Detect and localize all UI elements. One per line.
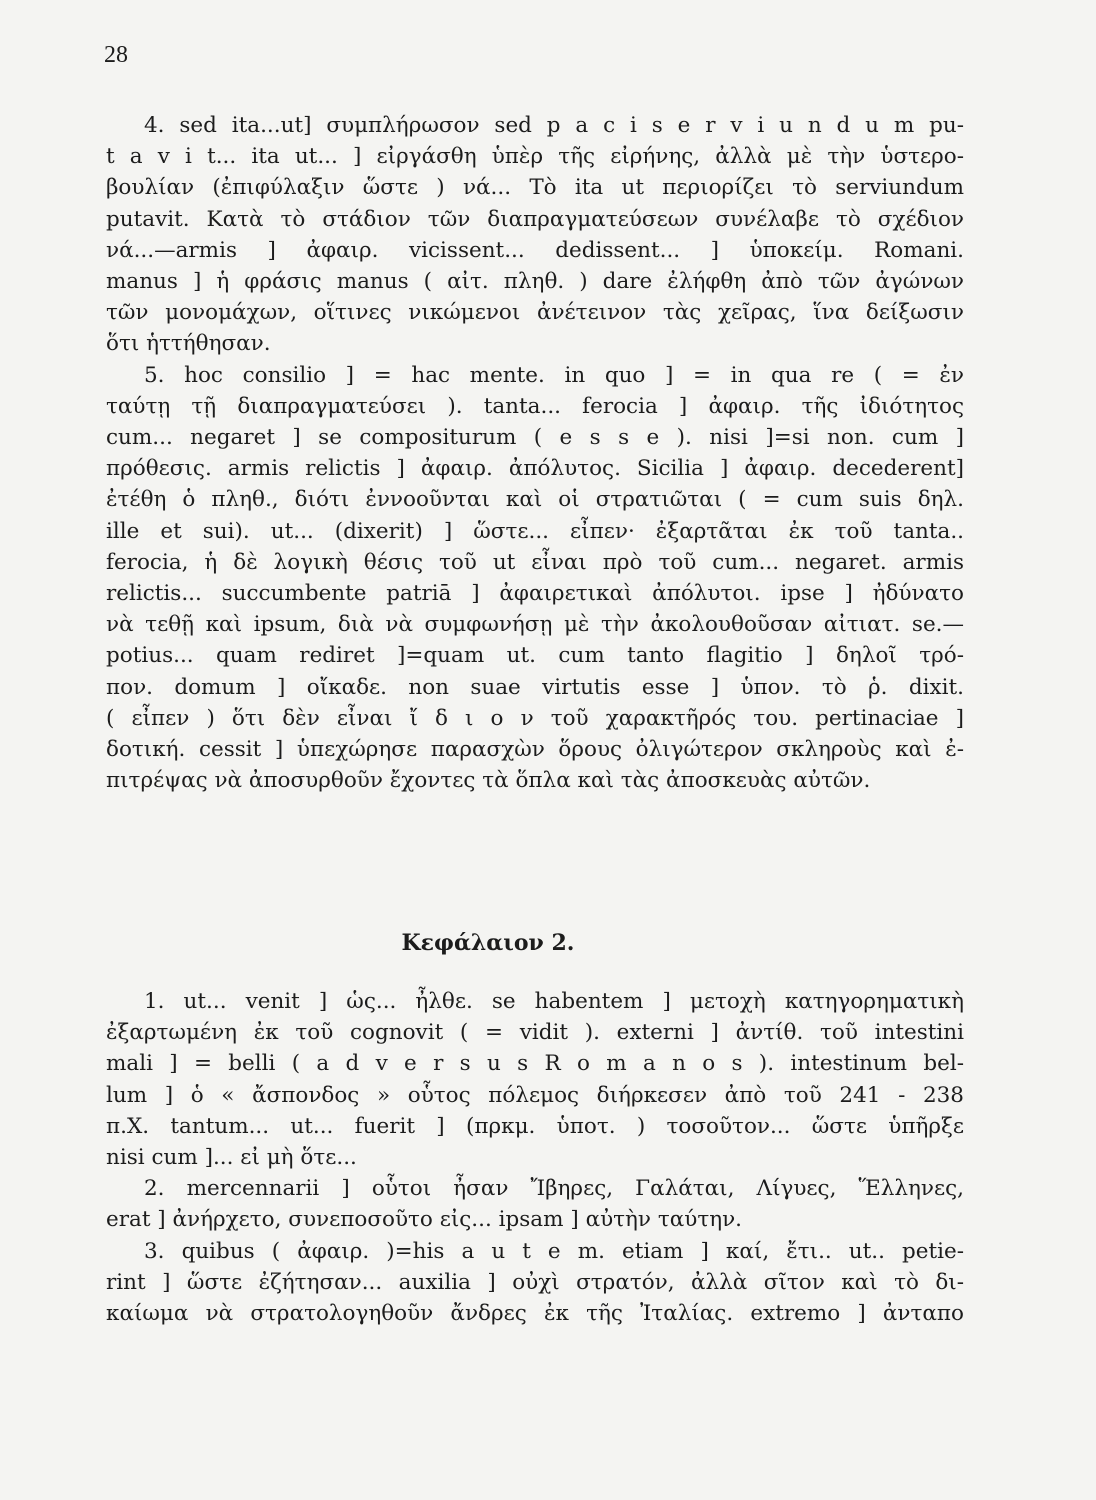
text-line: lum ] ὁ « ἄσπονδος » οὗτος πόλεμος διήρκεσεν ἀπὸ τοῦ 241 - 238 [106,1082,964,1108]
text-line: mali ] = belli ( a d v e r s u s R o m a n o s ). intestinum bel- [106,1051,964,1077]
text-line: 5. hoc consilio ] = hac mente. in quo ] = in qua re ( = ἐν [144,362,964,388]
text-line: βουλίαν (ἐπιφύλαξιν ὥστε ) νά... Τὸ ita ut περιορίζει τὸ serviundum [106,175,964,201]
text-line: cum... negaret ] se compositurum ( e s s e ). nisi ]=si non. cum ] [106,425,964,451]
text-line: 2. mercennarii ] οὗτοι ἦσαν Ἴβηρες, Γαλάται, Λίγυες, Ἕλληνες, [144,1176,964,1202]
text-line: nisi cum ]... εἰ μὴ ὅτε... [106,1145,357,1171]
text-line: δοτική. cessit ] ὑπεχώρησε παρασχὼν ὅρους ὀλιγώτερον σκληροὺς καὶ ἐ- [106,737,964,763]
text-line: ille et sui). ut... (dixerit) ] ὥστε... εἶπεν· ἐξαρτᾶται ἐκ τοῦ tanta.. [106,518,964,544]
text-line: 4. sed ita...ut] συμπλήρωσον sed p a c i s e r v i u n d u m pu- [144,113,964,138]
chapter-heading: Κεφάλαιον 2. [401,930,575,956]
text-line: manus ] ἡ φράσις manus ( αἰτ. πληθ. ) dare ἐλήφθη ἀπὸ τῶν ἀγώνων [106,269,964,295]
commentary-chapter-1 [106,110,964,796]
text-line: πιτρέψας νὰ ἀποσυρθοῦν ἔχοντες τὰ ὅπλα καὶ τὰς ἀποσκευὰς αὐτῶν. [106,768,871,794]
text-line: 3. quibus ( ἀφαιρ. )=his a u t e m. etiam ] καί, ἔτι.. ut.. petie- [144,1238,964,1264]
text-line: ἐξαρτωμένη ἐκ τοῦ cognovit ( = vidit ). externi ] ἀντίθ. τοῦ intestini [106,1020,964,1046]
text-line: πον. domum ] οἴκαδε. non suae virtutis esse ] ὑπον. τὸ ῥ. dixit. [106,674,964,700]
page-number: 28 [104,42,128,68]
text-line: ( εἶπεν ) ὅτι δὲν εἶναι ἴ δ ι ο ν τοῦ χαρακτῆρός του. pertinaciae ] [106,705,964,731]
text-line: rint ] ὥστε ἐζήτησαν... auxilia ] οὐχὶ στρατόν, ἀλλὰ σῖτον καὶ τὸ δι- [106,1269,964,1295]
text-line: ὅτι ἡττήθησαν. [106,331,271,357]
text-line: νὰ τεθῇ καὶ ipsum, διὰ νὰ συμφωνήσῃ μὲ τὴν ἀκολουθοῦσαν αἰτιατ. se.— [106,612,964,638]
text-line: τῶν μονομάχων, οἵτινες νικώμενοι ἀνέτεινον τὰς χεῖρας, ἵνα δείξωσιν [106,300,964,326]
commentary-chapter-2 [106,986,964,1329]
text-line: ferocia, ἡ δὲ λογικὴ θέσις τοῦ ut εἶναι πρὸ τοῦ cum... negaret. armis [106,549,964,575]
text-line: ταύτῃ τῇ διαπραγματεύσει ). tanta... ferocia ] ἀφαιρ. τῆς ἰδιότητος [106,393,964,419]
text-line: putavit. Κατὰ τὸ στάδιον τῶν διαπραγματεύσεων συνέλαβε τὸ σχέδιον [106,206,964,232]
text-line: potius... quam rediret ]=quam ut. cum tanto flagitio ] δηλοῖ τρό- [106,643,964,669]
text-line: π.Χ. tantum... ut... fuerit ] (πρκμ. ὑποτ. ) τοσοῦτον... ὥστε ὑπῆρξε [106,1113,964,1139]
text-line: νά...—armis ] ἀφαιρ. vicissent... dedissent... ] ὑποκείμ. Romani. [106,237,964,263]
text-line: 1. ut... venit ] ὡς... ἦλθε. se habentem ] μετοχὴ κατηγορηματικὴ [144,989,964,1014]
text-line: ἐτέθη ὁ πληθ., διότι ἐννοοῦνται καὶ οἱ στρατιῶται ( = cum suis δηλ. [106,487,964,513]
text-line: erat ] ἀνήρχετο, συνεποσοῦτο εἰς... ipsam ] αὐτὴν ταύτην. [106,1207,743,1233]
text-line: relictis... succumbente patriā ] ἀφαιρετικαὶ ἀπόλυτοι. ipse ] ἠδύνατο [106,581,964,607]
text-line: t a v i t... ita ut... ] εἰργάσθη ὑπὲρ τῆς εἰρήνης, ἀλλὰ μὲ τὴν ὑστερο- [106,144,964,170]
text-line: πρόθεσις. armis relictis ] ἀφαιρ. ἀπόλυτος. Sicilia ] ἀφαιρ. decederent] [106,456,964,482]
text-line: καίωμα νὰ στρατολογηθοῦν ἄνδρες ἐκ τῆς Ἰταλίας. extremo ] ἀνταπο [106,1301,964,1327]
